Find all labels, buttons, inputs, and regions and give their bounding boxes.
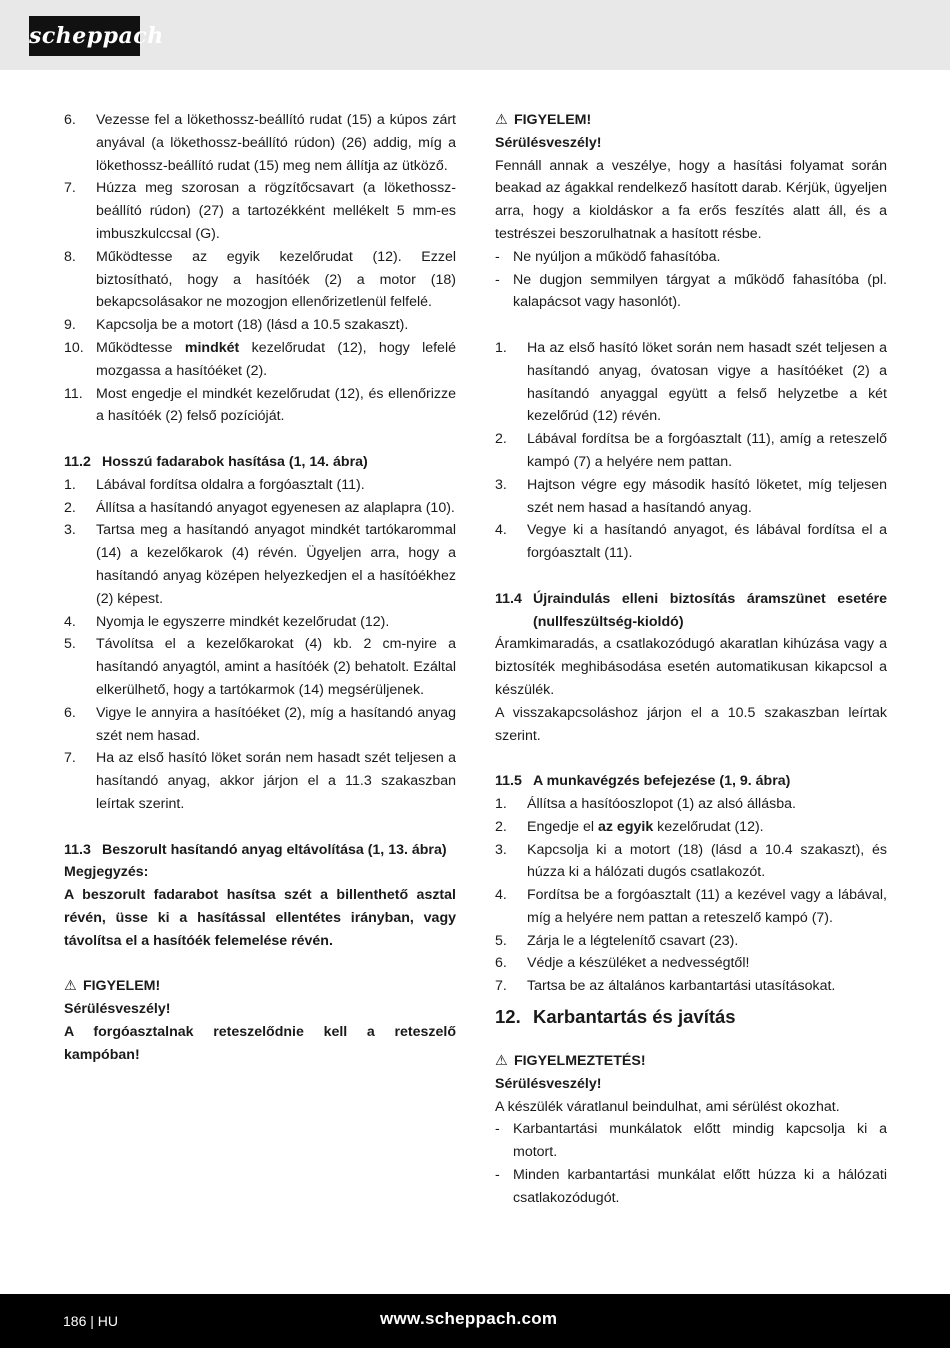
list-item: 3. Hajtson végre egy második hasító löketet, míg teljesen szét nem hasad a hasítandó anyag. xyxy=(495,476,887,516)
warning-triangle-icon: ⚠ xyxy=(495,112,508,128)
left-column xyxy=(64,109,456,1066)
list-item: 5. Távolítsa el a kezelőkarokat (4) kb. 2 cm-nyire a hasítandó anyagtól, amint a hasítóék (2) behatolt. Ezáltal elkerülhető, hogy a tartókarmok (14) megsérüljenek. xyxy=(64,636,456,698)
warning-text: Fennáll annak a veszélye, hogy a hasítási folyamat során beakad az ágakkal rendelkező hasított darab. Kérjük, ügyeljen arra, hogy a kioldáskor a fa erős feszítés alatt áll, és a testrészei beszorulhatnak a hasított résbe. xyxy=(495,157,887,242)
list-item: 3. Tartsa meg a hasítandó anyagot mindkét tartókarommal (14) a kezelőkarok (4) révén. Ügyeljen arra, hogy a hasítandó anyag középen helyezkedjen el a hasítóékhez (2) képest. xyxy=(64,522,456,607)
section-heading-11-4: 11.4 Újraindulás elleni biztosítás áramszünet esetére (nullfeszültség-kioldó) xyxy=(495,590,887,630)
list-item: 6. Vigye le annyira a hasítóéket (2), míg a hasítandó anyag szét nem hasad. xyxy=(64,704,456,744)
list-item: - Ne dugjon semmilyen tárgyat a működő fahasítóba (pl. kalapácsot vagy hasonlót). xyxy=(495,271,887,311)
list-item: 4. Vegye ki a hasítandó anyagot, és lábával fordítsa el a forgóasztalt (11). xyxy=(495,522,887,562)
warning-triangle-icon: ⚠ xyxy=(495,1053,508,1070)
warning-subtitle: Sérülésveszély! xyxy=(495,134,602,151)
steps-list-a xyxy=(64,109,456,428)
warning-text: A készülék váratlanul beindulhat, ami sérülést okozhat. xyxy=(495,1098,840,1115)
list-item: 5. Zárja le a légtelenítő csavart (23). xyxy=(495,932,739,949)
list-item: 2. Lábával fordítsa be a forgóasztalt (11), amíg a reteszelő kampó (7) a helyére nem pattan. xyxy=(495,431,887,470)
list-item: 4. Fordítsa be a forgóasztalt (11) a kezével vagy a lábával, míg a helyére nem pattan a reteszelő kampó (7). xyxy=(495,887,887,926)
warning-bullets xyxy=(495,1118,887,1209)
section-heading-11-5: 11.5 A munkavégzés befejezése (1, 9. ábra) xyxy=(495,773,791,790)
list-item: 4. Nyomja le egyszerre mindkét kezelőrudat (12). xyxy=(64,613,390,630)
list-item: 7. Húzza meg szorosan a rögzítőcsavart (a lökethossz-beállító rúdon) (27) a tartozékként mellékelt 5 mm-es imbuszkulccsal (G). xyxy=(64,180,456,242)
list-item: 1. Ha az első hasító löket során nem hasadt szét teljesen a hasítandó anyag, óvatosan vigye a hasítóéket (2) a hasítandó anyaggal együtt a felső helyzetbe a két kezelőrúd (12) révén. xyxy=(495,339,887,425)
list-item: - Ne nyúljon a működő fahasítóba. xyxy=(495,248,721,265)
list-item: 11. Most engedje el mindkét kezelőrudat (12), és ellenőrizze a hasítóék (2) felső pozícióját. xyxy=(64,385,456,425)
list-item: 6. Védje a készüléket a nedvességtől! xyxy=(495,955,750,972)
list-item: 7. Ha az első hasító löket során nem hasadt szét teljesen a hasítandó anyag, akkor járjon el a 11.3 szakaszban leírtak szerint. xyxy=(64,750,456,812)
list-item: - Karbantartási munkálatok előtt mindig kapcsolja ki a motort. xyxy=(495,1121,887,1161)
header-band xyxy=(0,0,950,70)
right-column xyxy=(495,109,887,1210)
warning-title: ⚠ FIGYELEM! xyxy=(495,109,887,132)
paragraph: Áramkimaradás, a csatlakozódugó akaratlan kihúzása vagy a biztosíték meghibásodása esetén automatikusan kikapcsol a készülék. xyxy=(495,636,887,698)
page-number: 186 | HU xyxy=(63,1313,118,1329)
list-item: 10. Működtesse mindkét kezelőrudat (12), hogy lefelé mozgassa a hasítóéket (2). xyxy=(64,339,456,379)
section-heading-11-3: 11.3 Beszorult hasítandó anyag eltávolítása (1, 13. ábra) xyxy=(64,841,447,858)
note-text: A beszorult fadarabot hasítsa szét a billenthető asztal révén, üsse ki a hasítással ellentétes irányban, vagy távolítsa el a hasítóék felemelése révén. xyxy=(64,887,456,949)
chapter-heading-12: 12. Karbantartás és javítás xyxy=(495,1006,736,1028)
warning-text: A forgóasztalnak reteszelődnie kell a reteszelő kampóban! xyxy=(64,1023,456,1063)
warning-triangle-icon: ⚠ xyxy=(64,978,77,995)
section-heading-11-2: 11.2 Hosszú fadarabok hasítása (1, 14. ábra) xyxy=(64,453,368,470)
list-item: - Minden karbantartási munkálat előtt húzza ki a hálózati csatlakozódugót. xyxy=(495,1167,887,1206)
warning-title: ⚠ FIGYELEM! xyxy=(64,975,456,998)
warning-subtitle: Sérülésveszély! xyxy=(64,1001,171,1018)
note-label: Megjegyzés: xyxy=(64,864,149,881)
list-item: 3. Kapcsolja ki a motort (18) (lásd a 10.4 szakaszt), és húzza ki a hálózati dugós csatlakozót. xyxy=(495,841,887,881)
footer-band xyxy=(0,1294,950,1348)
list-item: 2. Állítsa a hasítandó anyagot egyenesen az alaplapra (10). xyxy=(64,499,455,516)
steps-list-11-5 xyxy=(495,793,887,998)
list-item: 1. Lábával fordítsa oldalra a forgóasztalt (11). xyxy=(64,476,365,493)
website-url: www.scheppach.com xyxy=(380,1309,558,1328)
steps-list-b xyxy=(495,337,887,565)
list-item: 6. Vezesse fel a lökethossz-beállító rudat (15) a kúpos zárt anyával (a lökethossz-beállító rúdon) (26) addig, míg a lökethossz-beállító rudat (15) meg nem állítja az ütköző. xyxy=(64,112,456,174)
warning-subtitle: Sérülésveszély! xyxy=(495,1075,602,1092)
warning-bullets xyxy=(495,246,887,314)
steps-list-11-2 xyxy=(64,474,456,816)
list-item: 7. Tartsa be az általános karbantartási utasításokat. xyxy=(495,978,836,995)
list-item: 1. Állítsa a hasítóoszlopot (1) az alsó állásba. xyxy=(495,795,796,812)
warning-title: ⚠ FIGYELMEZTETÉS! xyxy=(495,1050,887,1073)
paragraph: A visszakapcsoláshoz járjon el a 10.5 szakaszban leírtak szerint. xyxy=(495,704,887,744)
list-item: 2. Engedje el az egyik kezelőrudat (12). xyxy=(495,818,764,835)
scheppach-logo: scheppach xyxy=(29,16,140,56)
list-item: 9. Kapcsolja be a motort (18) (lásd a 10.5 szakaszt). xyxy=(64,317,409,334)
list-item: 8. Működtesse az egyik kezelőrudat (12). Ezzel biztosítható, hogy a hasítóék (2) a motor (18) bekapcsolásakor ne mozogjon ellenőrizetlenül felfelé. xyxy=(64,248,456,311)
